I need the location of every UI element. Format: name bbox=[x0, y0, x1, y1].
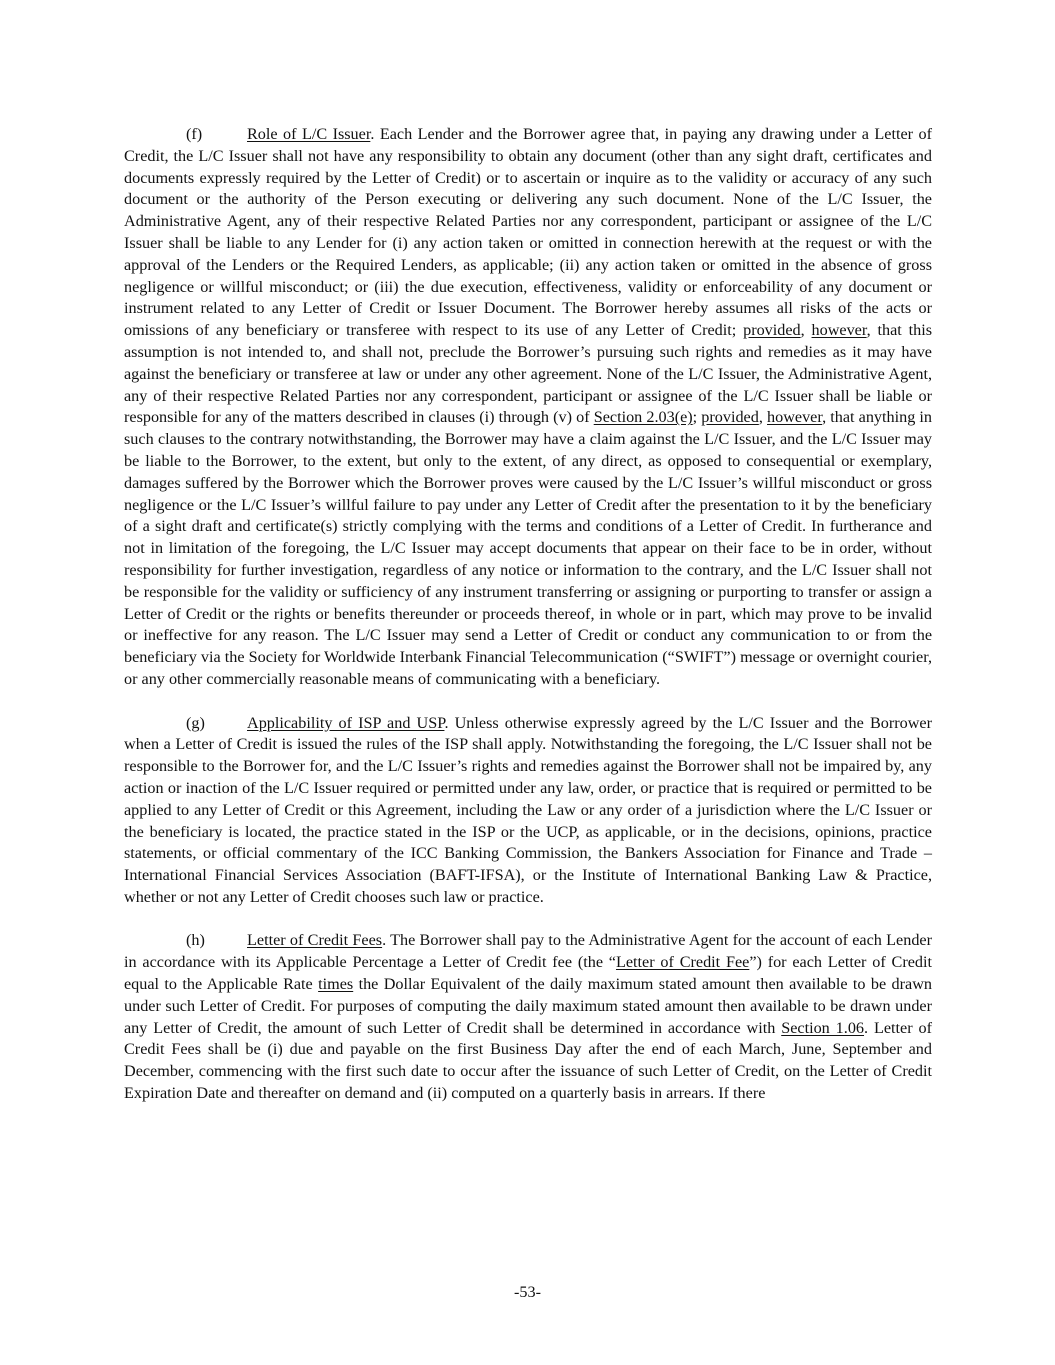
text-run: . Each Lender and the Borrower agree that, in paying any drawing under a Letter of Credit, the L/C Issuer shall not have any responsibility to obtain any document (other than any sight draft, certificates and documents expressly required by the Letter of Credit) or to ascertain or inquire as to the validity or accuracy of any such document or the authority of the Person executing or delivering any such document. None of the L/C Issuer, the Administrative Agent, any of their respective Related Parties nor any correspondent, participant or assignee of the L/C Issuer shall be liable to any Lender for (i) any action taken or omitted in connection herewith at the request or with the approval of the Lenders or the Required Lenders, as applicable; (ii) any action taken or omitted in the absence of gross negligence or willful misconduct; or (iii) the due execution, effectiveness, validity or enforceability of any document or instrument related to any Letter of Credit or Issuer Document. The Borrower hereby assumes all risks of the acts or omissions of any beneficiary or transferee with respect to its use of any Letter of Credit; bbox=[124, 125, 932, 340]
text-run: . The Borrower shall pay to the Administrative Agent for the account of each Lender in accordance with its Applicable Percentage a Letter of Credit fee (the “ bbox=[124, 931, 932, 972]
section-heading: Letter of Credit Fees bbox=[247, 931, 383, 950]
text-run: , bbox=[758, 408, 768, 427]
text-run: ”) for each Letter of Credit equal to the Applicable Rate bbox=[124, 953, 932, 994]
section-heading: Applicability of ISP and USP bbox=[247, 713, 445, 732]
text-run: . Unless otherwise expressly agreed by the L/C Issuer and the Borrower when a Letter of Credit is issued the rules of the ISP shall apply. Notwithstanding the foregoing, the L/C Issuer shall not be responsible to the Borrower for, and the L/C Issuer’s rights and remedies against the Borrower shall not be impaired by, any action or inaction of the L/C Issuer required or permitted under any law, order, or practice that is required or permitted to be applied to any Letter of Credit or this Agreement, including the Law or any order of a jurisdiction where the L/C Issuer or the beneficiary is located, the practice stated in the ISP or the UCP, as applicable, or in the decisions, opinions, practice statements, or official commentary of the ICC Banking Commission, the Bankers Association for Finance and Trade – International Financial Services Association (BAFT-IFSA), or the Institute of International Banking Law & Practice, whether or not any Letter of Credit chooses such law or practice. bbox=[124, 713, 932, 906]
text-run: ; bbox=[692, 408, 702, 427]
paragraph-h bbox=[124, 930, 932, 1104]
paragraph-g bbox=[124, 713, 932, 909]
text-run: . Letter of Credit Fees shall be (i) due and payable on the first Business Day after the end of each March, June, September and December, commencing with the first such date to occur after the issuance of such Letter of Credit, on the Letter of Credit Expiration Date and thereafter on demand and (ii) computed on a quarterly basis in arrears. If there bbox=[124, 1018, 932, 1103]
clause-label: (g) bbox=[186, 713, 205, 732]
paragraph-f bbox=[124, 124, 932, 691]
text-run: the Dollar Equivalent of the daily maximum stated amount then available to be drawn under such Letter of Credit. For purposes of computing the daily maximum stated amount then available to be drawn under any Letter of Credit, the amount of such Letter of Credit shall be determined in accordance with bbox=[124, 975, 932, 1037]
clause-label: (f) bbox=[186, 125, 203, 143]
defined-term: times bbox=[318, 975, 354, 994]
document-body bbox=[124, 124, 932, 1127]
section-reference: Section 2.03(e) bbox=[593, 408, 693, 427]
text-run: , bbox=[800, 321, 812, 340]
defined-term: provided bbox=[701, 408, 759, 427]
section-heading: Role of L/C Issuer bbox=[247, 125, 371, 143]
defined-term: provided bbox=[743, 321, 801, 340]
section-reference: Section 1.06 bbox=[781, 1018, 865, 1037]
text-run: , that anything in such clauses to the contrary notwithstanding, the Borrower may have a claim against the L/C Issuer, and the L/C Issuer may be liable to the Borrower, to the extent, but only to the extent, of any direct, as opposed to consequential or exemplary, damages suffered by the Borrower which the Borrower proves were caused by the L/C Issuer’s willful misconduct or gross negligence or the L/C Issuer’s willful failure to pay under any Letter of Credit after the presentation to it by the beneficiary of a sight draft and certificate(s) strictly complying with the terms and conditions of a Letter of Credit. In furtherance and not in limitation of the foregoing, the L/C Issuer may accept documents that appear on their face to be in order, without responsibility for further investigation, regardless of any notice or information to the contrary, and the L/C Issuer shall not be responsible for the validity or sufficiency of any instrument transferring or assigning or purporting to transfer or assign a Letter of Credit or the rights or benefits thereunder or proceeds thereof, in whole or in part, which may prove to be invalid or ineffective for any reason. The L/C Issuer may send a Letter of Credit or conduct any communication to or from the beneficiary via the Society for Worldwide Interbank Financial Telecommunication (“SWIFT”) message or overnight courier, or any other commercially reasonable means of communicating with a beneficiary. bbox=[124, 408, 933, 688]
defined-term: Letter of Credit Fee bbox=[615, 953, 750, 972]
page-number: -53- bbox=[514, 1283, 541, 1301]
defined-term: however bbox=[811, 321, 867, 340]
clause-label: (h) bbox=[186, 931, 205, 950]
defined-term: however bbox=[767, 408, 823, 427]
text-run: , that this assumption is not intended to, and shall not, preclude the Borrower’s pursuing such rights and remedies as it may have against the beneficiary or transferee at law or under any other agreement. None of the L/C Issuer, the Administrative Agent, any of their respective Related Parties nor any correspondent, participant or assignee of the L/C Issuer shall be liable or responsible for any of the matters described in clauses (i) through (v) of bbox=[124, 321, 933, 427]
